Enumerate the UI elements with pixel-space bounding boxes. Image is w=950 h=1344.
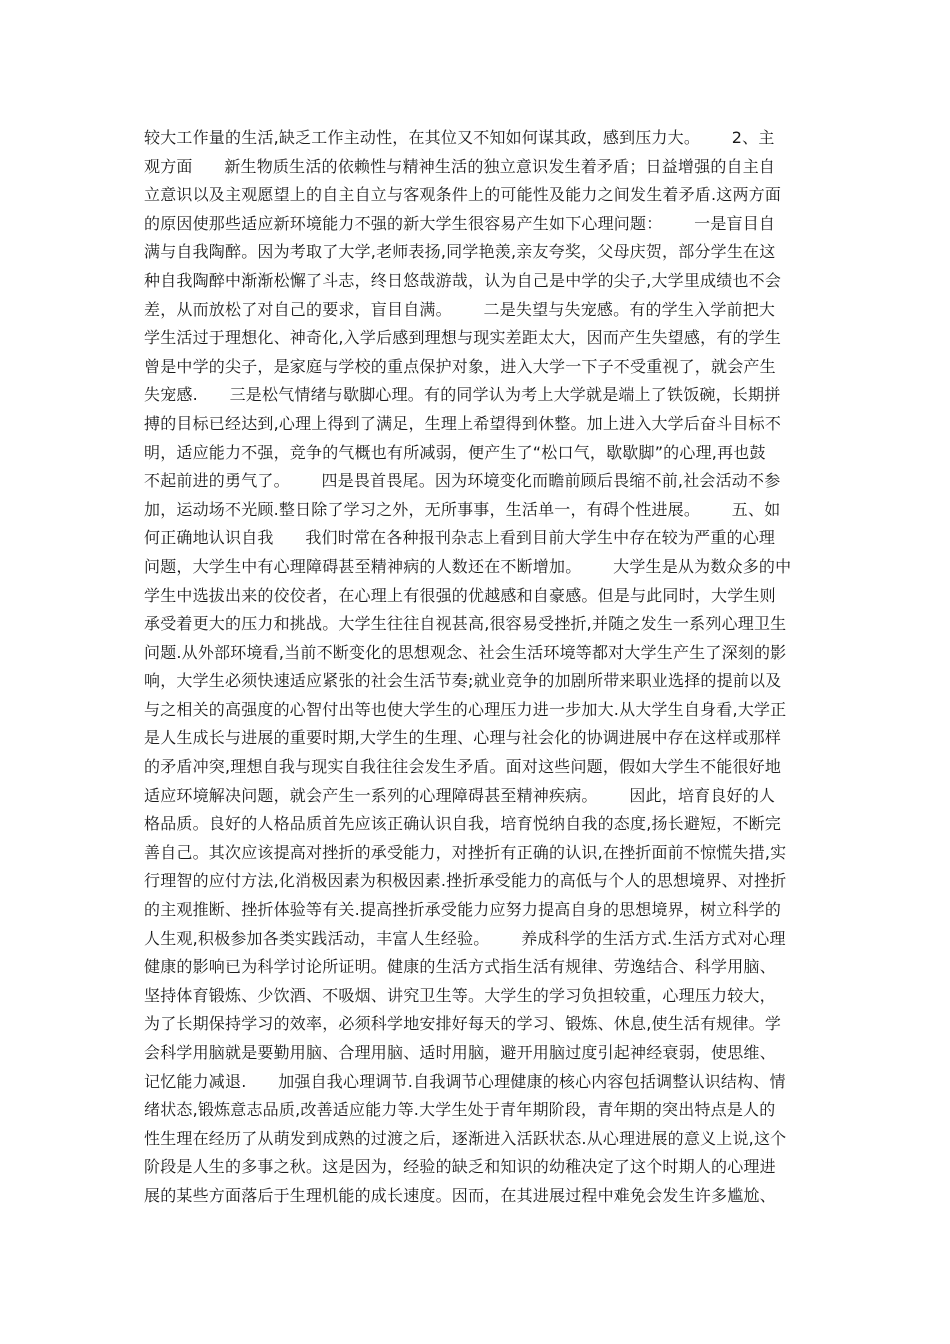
text-line: 种自我陶醉中渐渐松懈了斗志，终日悠哉游哉，认为自己是中学的尖子,大学里成绩也不会 (144, 270, 782, 290)
text-line: 加，运动场不光顾.整日除了学习之外，无所事事，生活单一，有碍个性进展。 五、如 (144, 499, 781, 519)
text-line: 立意识以及主观愿望上的自主自立与客观条件上的可能性及能力之间发生着矛盾.这两方面 (144, 185, 782, 205)
text-line: 格品质。良好的人格品质首先应该正确认识自我，培育悦纳自我的态度,扬长避短，不断完 (144, 814, 782, 834)
text-line: 不起前进的勇气了。 四是畏首畏尾。因为环境变化而瞻前顾后畏缩不前,社会活动不参 (144, 471, 781, 491)
text-line: 问题，大学生中有心理障碍甚至精神病的人数还在不断增加。 大学生是从为数众多的中 (144, 556, 792, 576)
text-line: 健康的影响已为科学讨论所证明。健康的生活方式指生活有规律、劳逸结合、科学用脑、 (144, 957, 776, 977)
text-line: 适应环境解决问题，就会产生一系列的心理障碍甚至精神疾病。 因此，培育良好的人 (144, 785, 776, 805)
text-line: 响，大学生必须快速适应紧张的社会生活节奏;就业竞争的加剧所带来职业选择的提前以及 (144, 671, 782, 691)
text-line: 曾是中学的尖子，是家庭与学校的重点保护对象，进入大学一下子不受重视了，就会产生 (144, 356, 776, 376)
text-line: 展的某些方面落后于生理机能的成长速度。因而，在其进展过程中难免会发生许多尴尬、 (144, 1185, 776, 1205)
text-line: 满与自我陶醉。因为考取了大学,老师表扬,同学艳羡,亲友夸奖，父母庆贺，部分学生在这 (144, 242, 776, 262)
text-line: 为了长期保持学习的效率，必须科学地安排好每天的学习、锻炼、休息,使生活有规律。学 (144, 1014, 782, 1034)
text-line: 坚持体育锻炼、少饮酒、不吸烟、讲究卫生等。大学生的学习负担较重，心理压力较大， (144, 985, 776, 1005)
text-line: 行理智的应付方法,化消极因素为积极因素.挫折承受能力的高低与个人的思想境界、对挫折 (144, 871, 787, 891)
text-line: 观方面 新生物质生活的依赖性与精神生活的独立意识发生着矛盾；日益增强的自主自 (144, 156, 776, 176)
text-line: 学生活过于理想化、神奇化,入学后感到理想与现实差距太大，因而产生失望感，有的学生 (144, 328, 782, 348)
text-line: 差，从而放松了对自己的要求，盲目自满。 二是失望与失宠感。有的学生入学前把大 (144, 299, 776, 319)
text-line: 人生观,积极参加各类实践活动，丰富人生经验。 养成科学的生活方式.生活方式对心理 (144, 928, 786, 948)
text-line: 记忆能力减退. 加强自我心理调节.自我调节心理健康的核心内容包括调整认识结构、情 (144, 1071, 786, 1091)
text-line: 的矛盾冲突,理想自我与现实自我往往会发生矛盾。面对这些问题，假如大学生不能很好地 (144, 757, 782, 777)
text-line: 阶段是人生的多事之秋。这是因为，经验的缺乏和知识的幼稚决定了这个时期人的心理进 (144, 1157, 776, 1177)
text-line: 的原因使那些适应新环境能力不强的新大学生很容易产生如下心理问题： 一是盲目自 (144, 213, 776, 233)
text-line: 性生理在经历了从萌发到成熟的过渡之后，逐渐进入活跃状态.从心理进展的意义上说,这个 (144, 1128, 787, 1148)
text-line: 会科学用脑就是要勤用脑、合理用脑、适时用脑，避开用脑过度引起神经衰弱，使思维、 (144, 1043, 776, 1062)
text-line: 明，适应能力不强，竞争的气概也有所减弱，便产生了“松口气，歇歇脚”的心理,再也鼓 (144, 442, 766, 462)
text-line: 较大工作量的生活,缺乏工作主动性，在其位又不知如何谋其政，感到压力大。 2、主 (144, 128, 775, 147)
text-line: 问题.从外部环境看,当前不断变化的思想观念、社会生活环境等都对大学生产生了深刻的影 (144, 642, 787, 662)
text-line: 与之相关的高强度的心智付出等也使大学生的心理压力进一步加大.从大学生自身看,大学正 (144, 699, 787, 719)
text-line: 绪状态,锻炼意志品质,改善适应能力等.大学生处于青年期阶段，青年期的突出特点是人的 (144, 1100, 776, 1120)
text-line: 失宠感. 三是松气情绪与歇脚心理。有的同学认为考上大学就是端上了铁饭碗，长期拼 (144, 385, 781, 405)
text-line: 学生中选拔出来的佼佼者，在心理上有很强的优越感和自豪感。但是与此同时，大学生则 (144, 585, 776, 605)
text-line: 承受着更大的压力和挑战。大学生往往自视甚高,很容易受挫折,并随之发生一系列心理卫生 (144, 614, 787, 634)
document-body-text (144, 124, 808, 1211)
text-line: 是人生成长与进展的重要时期,大学生的生理、心理与社会化的协调进展中存在这样或那样 (144, 728, 782, 748)
text-line: 善自己。其次应该提高对挫折的承受能力，对挫折有正确的认识,在挫折面前不惊慌失措,实 (144, 842, 787, 862)
text-line: 何正确地认识自我 我们时常在各种报刊杂志上看到目前大学生中存在较为严重的心理 (144, 528, 776, 548)
text-line: 搏的目标已经达到,心理上得到了满足，生理上希望得到休整。加上进入大学后奋斗目标不 (144, 413, 782, 433)
text-line: 的主观推断、挫折体验等有关.提高挫折承受能力应努力提高自身的思想境界，树立科学的 (144, 900, 782, 920)
